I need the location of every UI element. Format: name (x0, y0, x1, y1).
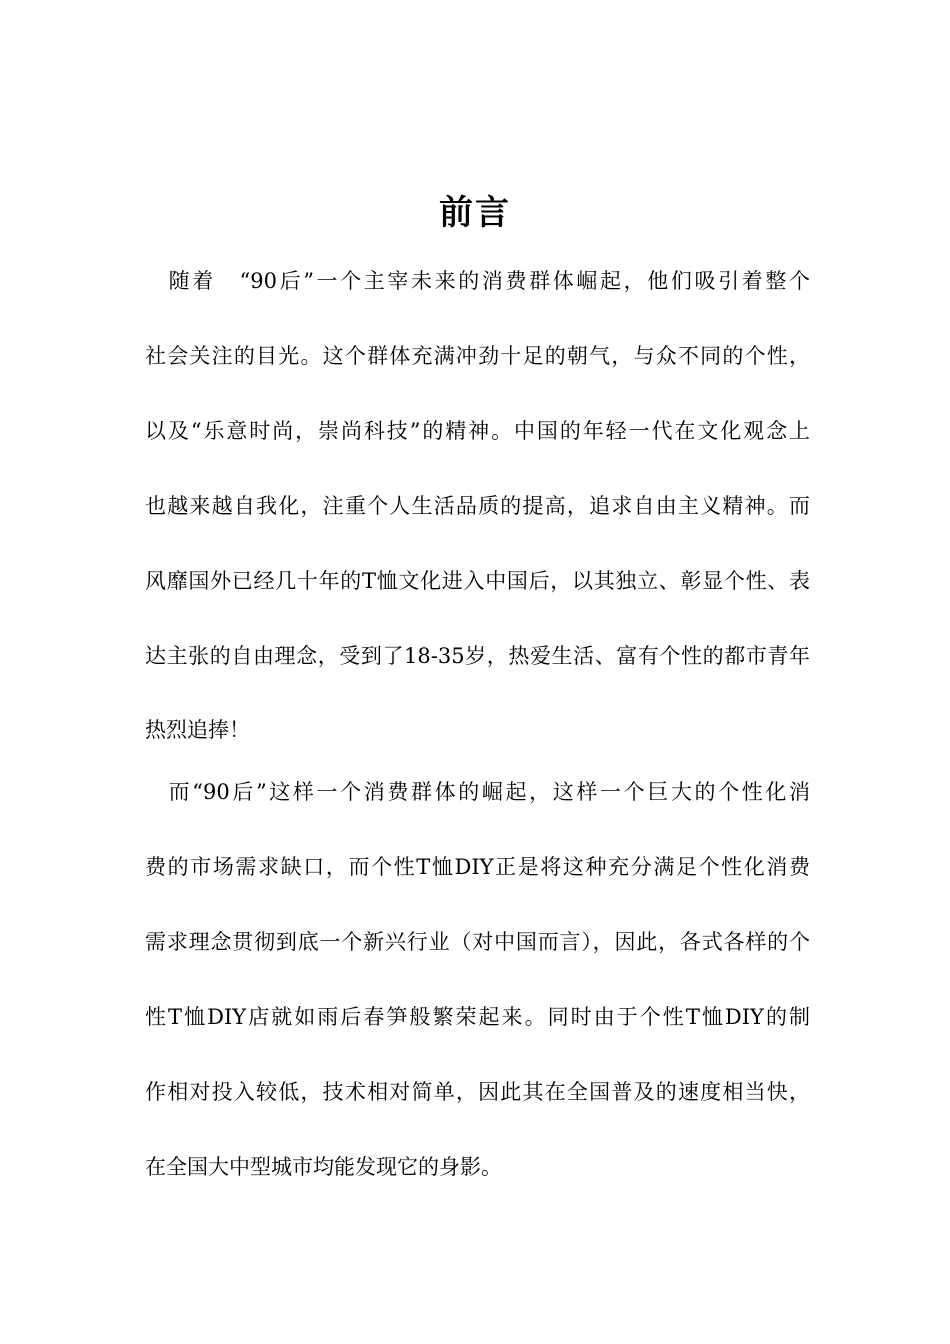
page-title: 前言 (439, 193, 511, 233)
paragraph-1-line-3: 以及“乐意时尚，崇尚科技”的精神。中国的年轻一代在文化观念上 (145, 419, 810, 443)
paragraph-1-line-4: 也越来越自我化，注重个人生活品质的提高，追求自由主义精神。而 (145, 494, 810, 518)
paragraph-2-line-1: 而“90后”这样一个消费群体的崛起，这样一个巨大的个性化消 (145, 780, 810, 804)
paragraph-1-line-6: 达主张的自由理念，受到了18-35岁，热爱生活、富有个性的都市青年 (145, 644, 810, 668)
paragraph-2-line-5: 作相对投入较低，技术相对简单，因此其在全国普及的速度相当快， (145, 1080, 810, 1104)
paragraph-1-line-2: 社会关注的目光。这个群体充满冲劲十足的朝气，与众不同的个性， (145, 344, 810, 368)
paragraph-2-line-4: 性T恤DIY店就如雨后春笋般繁荣起来。同时由于个性T恤DIY的制 (145, 1005, 810, 1029)
paragraph-1-line-5: 风靡国外已经几十年的T恤文化进入中国后，以其独立、彰显个性、表 (145, 569, 810, 593)
paragraph-2-line-2: 费的市场需求缺口，而个性T恤DIY正是将这种充分满足个性化消费 (145, 855, 810, 879)
paragraph-1-line-1: 随着 “90后”一个主宰未来的消费群体崛起，他们吸引着整个 (145, 269, 810, 293)
paragraph-2-line-3: 需求理念贯彻到底一个新兴行业（对中国而言），因此，各式各样的个 (145, 930, 810, 954)
paragraph-2-line-6: 在全国大中型城市均能发现它的身影。 (145, 1155, 502, 1179)
paragraph-1-line-7: 热烈追捧！ (145, 718, 250, 742)
